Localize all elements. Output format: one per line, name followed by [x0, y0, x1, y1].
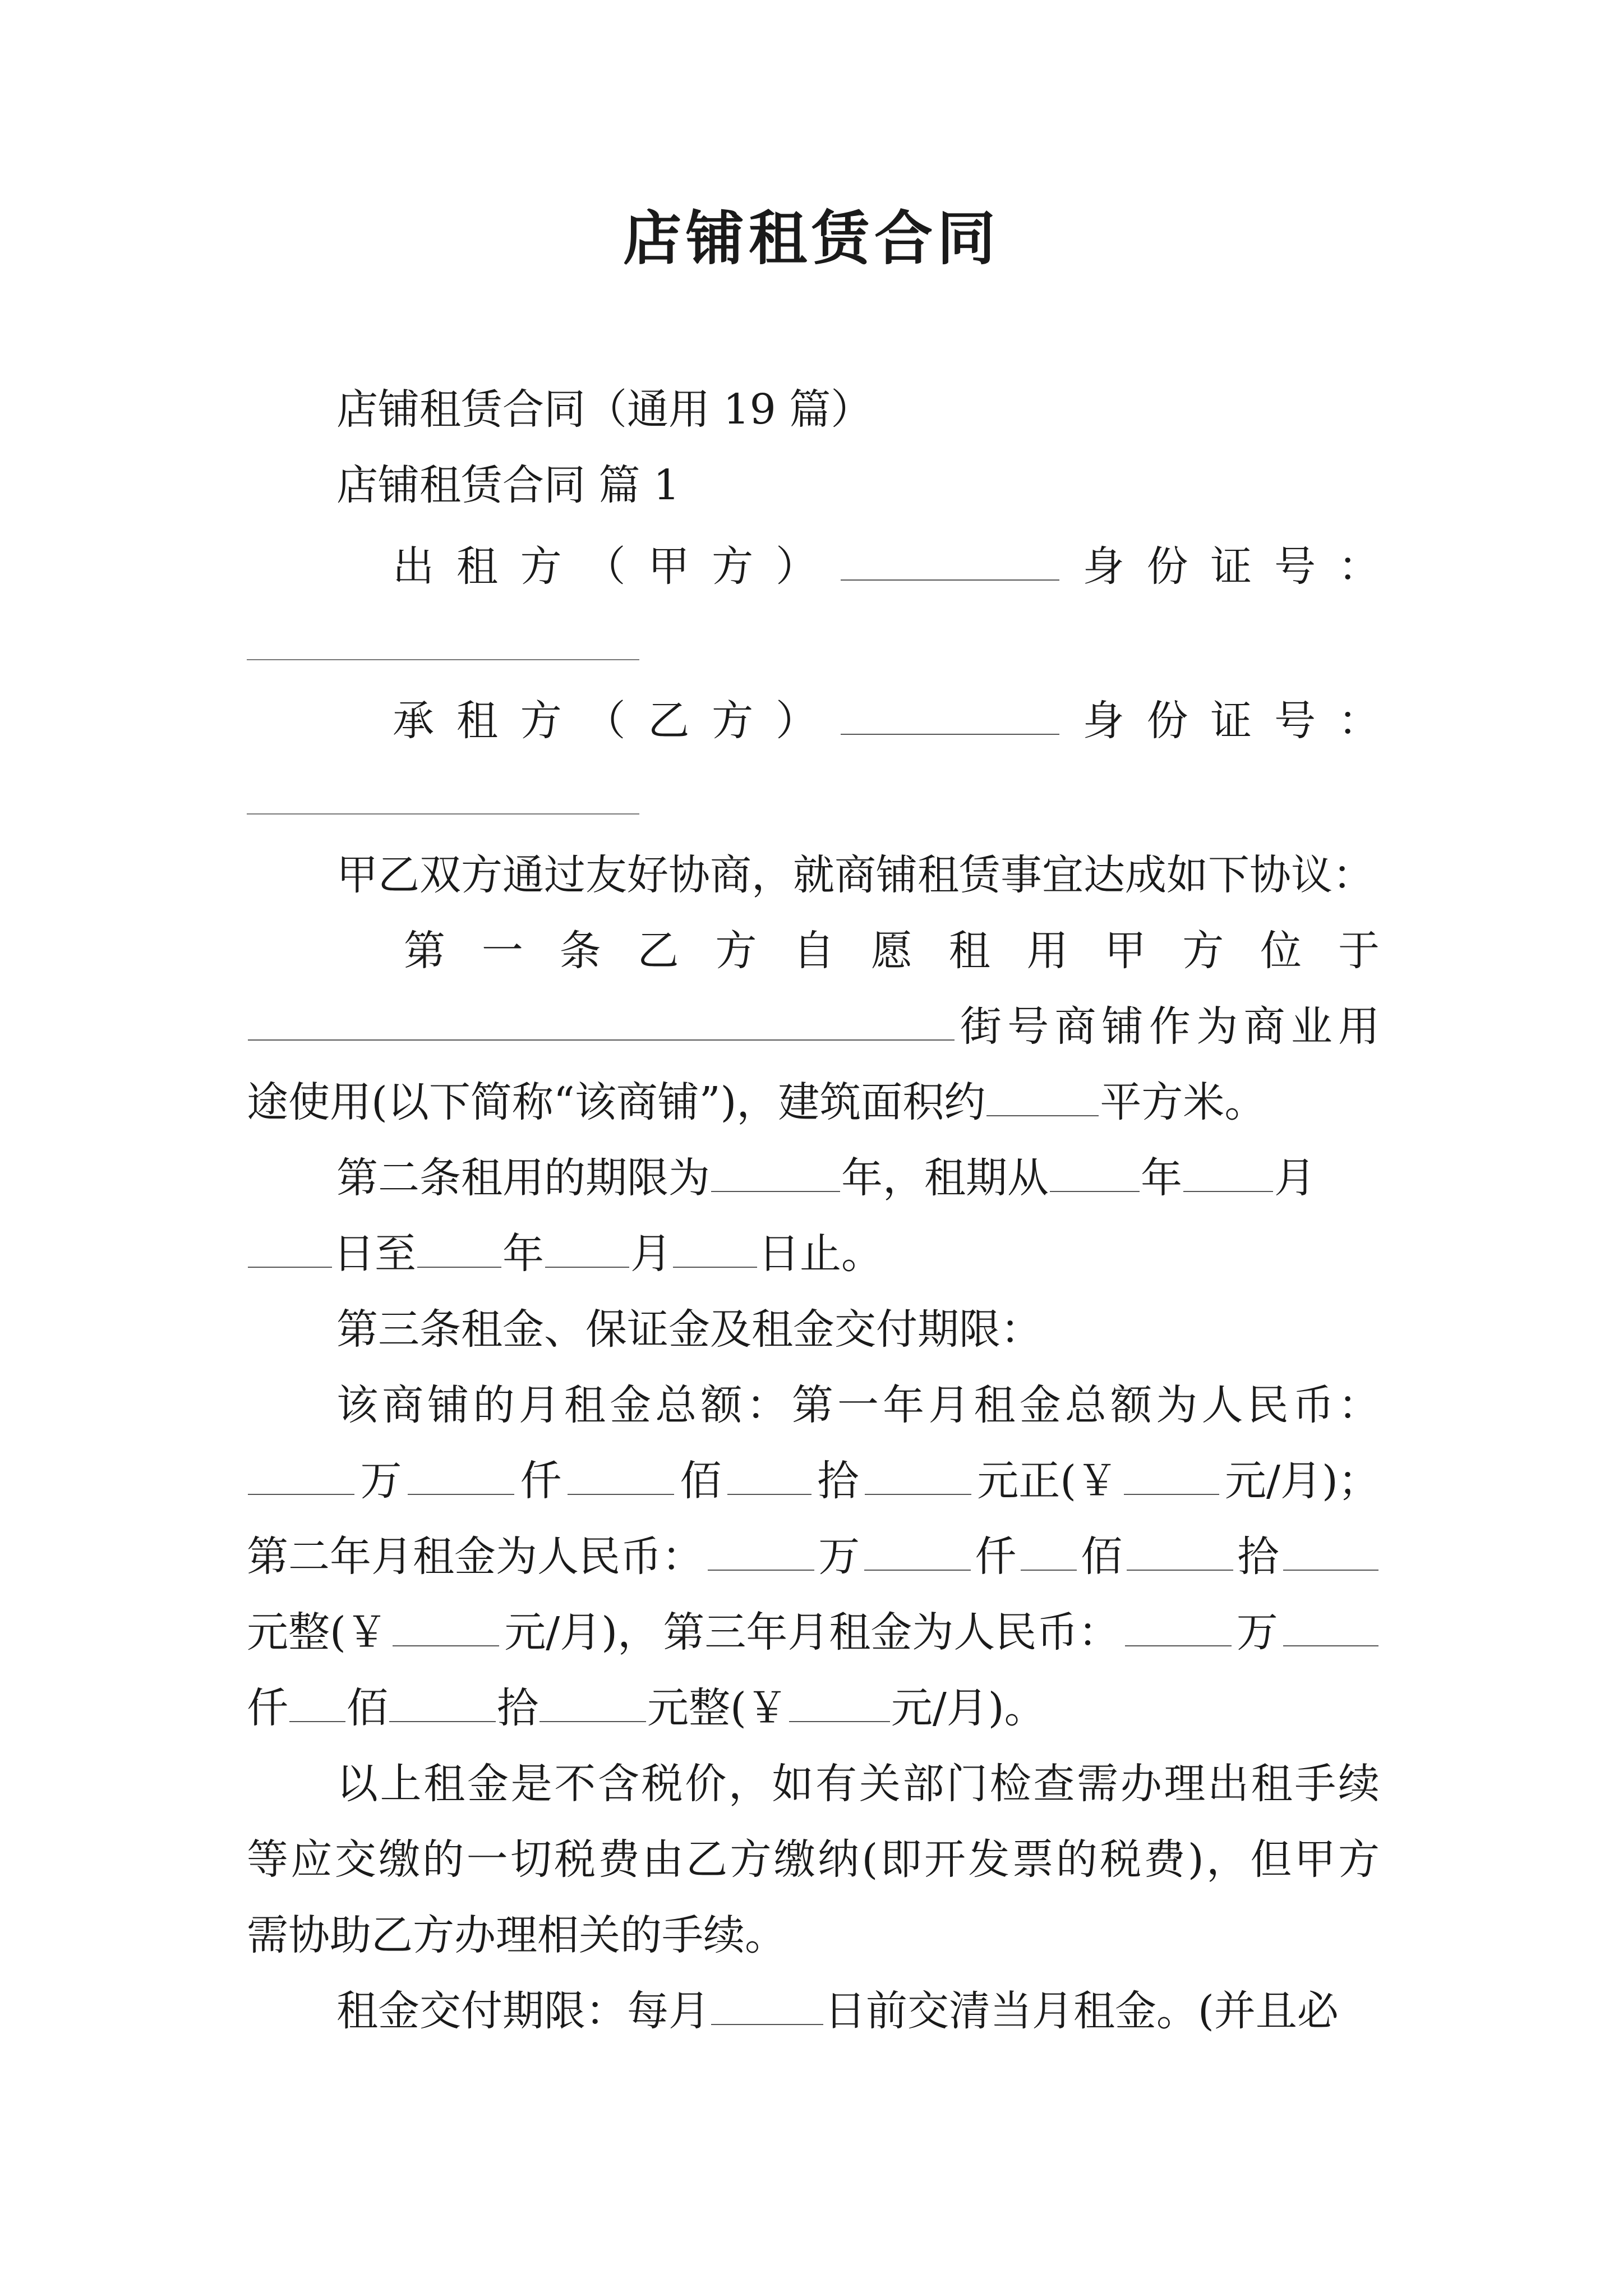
lessee-label-char: 方: [520, 697, 562, 745]
lessee-id-char: 证: [1210, 697, 1252, 745]
document-title: 店铺租赁合同: [623, 204, 1000, 273]
article1-char: 乙: [637, 927, 679, 975]
amount-blank: [1283, 1530, 1378, 1571]
day-to-label: 日至: [333, 1230, 416, 1278]
rent-intro: 该商铺的月租金总额：第一年月租金总额为人民币：: [336, 1381, 1380, 1429]
due-text: 日前交清当月租金。(并且必: [824, 1987, 1339, 2035]
tax-paragraph-line3: 需协助乙方办理相关的手续。: [247, 1911, 786, 1959]
lessor-id-char: 证: [1210, 542, 1252, 591]
month-label: 月: [1274, 1154, 1316, 1202]
article1-line3-a: 途使用(以下简称“该商铺”)，建筑面积约: [247, 1078, 986, 1126]
year3-rent-line: [247, 1604, 1380, 1660]
lessee-label-char: 乙: [648, 697, 690, 745]
article1-line2: [247, 999, 1380, 1055]
area-blank: [986, 1076, 1099, 1116]
subtitle: 店铺租赁合同（通用 19 篇）: [336, 385, 873, 434]
article1-char: 一: [481, 927, 523, 975]
article1-char: 方: [1182, 927, 1224, 975]
amount-blank: [864, 1530, 971, 1571]
lessor-id-blank: [247, 659, 639, 660]
article1-char: 租: [948, 927, 990, 975]
lessor-name-blank: [841, 540, 1059, 581]
location-blank: [248, 1000, 955, 1041]
year3-label: 第三年月租金为人民币：: [663, 1608, 1120, 1657]
amount-blank: [568, 1455, 674, 1495]
unit-qian: 仟: [247, 1684, 288, 1732]
article1-char: 愿: [870, 927, 912, 975]
unit-qian: 仟: [975, 1533, 1017, 1581]
unit-shi: 拾: [497, 1684, 538, 1732]
unit-yuan: 元整(￥: [247, 1608, 388, 1657]
unit-yuan: 元正(￥: [977, 1457, 1118, 1505]
unit-bai: 佰: [680, 1457, 722, 1505]
article3-heading: 第三条租金、保证金及租金交付期限：: [336, 1305, 1042, 1354]
article1-char: 方: [715, 927, 757, 975]
lessee-label-char: 方: [712, 697, 754, 745]
due-label: 租金交付期限：每月: [336, 1987, 710, 2035]
unit-yuan: 元整(￥: [647, 1684, 788, 1732]
lessor-label-char: ）: [775, 542, 817, 591]
amount-blank: [1021, 1530, 1077, 1571]
year3-rent-line2: [247, 1680, 1380, 1736]
unit-shi: 拾: [1237, 1533, 1279, 1581]
unit-wan: 万: [360, 1457, 402, 1505]
lessee-label-char: ）: [775, 697, 817, 745]
lessor-id-char: ：: [1338, 542, 1380, 591]
amount-blank: [789, 1682, 890, 1722]
amount-blank: [1283, 1606, 1378, 1646]
article1-char: 于: [1338, 927, 1380, 975]
lessor-label-char: 甲: [648, 542, 690, 591]
section-heading: 店铺租赁合同 篇 1: [336, 461, 680, 509]
lessor-label-char: 方: [712, 542, 754, 591]
lessee-label-char: 承: [393, 697, 434, 745]
start-year-blank: [1050, 1152, 1140, 1192]
term-years-blank: [711, 1152, 840, 1192]
lessor-id-char: 身: [1082, 542, 1124, 591]
term-label: 第二条租用的期限为: [336, 1154, 710, 1202]
unit-per-month: 元/月)，: [504, 1608, 660, 1657]
unit-bai: 佰: [1081, 1533, 1123, 1581]
lessor-id-char: 号: [1274, 542, 1316, 591]
month-label: 月: [630, 1230, 672, 1278]
article1-char: 位: [1260, 927, 1302, 975]
unit-bai: 佰: [347, 1684, 388, 1732]
end-year-blank: [417, 1227, 501, 1268]
unit-qian: 仟: [520, 1457, 562, 1505]
lessee-label-char: 租: [456, 697, 498, 745]
amount-blank: [1127, 1530, 1233, 1571]
year2-label: 第二年月租金为人民币：: [247, 1533, 703, 1581]
article1-char: 条: [559, 927, 601, 975]
unit-per-month: 元/月)；: [1225, 1457, 1380, 1505]
lessor-label-char: 出: [393, 542, 434, 591]
article1-line2-text: 街号商铺作为商业用: [960, 1002, 1380, 1051]
tax-paragraph-line1: 以上租金是不含税价，如有关部门检查需办理出租手续: [336, 1760, 1380, 1808]
year-label: 年: [1141, 1154, 1182, 1202]
amount-blank: [1125, 1606, 1232, 1646]
lessor-label-char: 租: [456, 542, 498, 591]
end-month-blank: [545, 1227, 629, 1268]
end-day-blank: [673, 1227, 757, 1268]
start-month-blank: [1183, 1152, 1273, 1192]
lessor-label-char: （: [584, 542, 626, 591]
article1-char: 用: [1026, 927, 1068, 975]
lessee-id-char: 份: [1146, 697, 1188, 745]
amount-blank: [540, 1682, 646, 1722]
article2-line1: [336, 1150, 1380, 1206]
day-end-label: 日止。: [758, 1230, 883, 1278]
amount-blank: [393, 1606, 499, 1646]
amount-blank: [389, 1682, 496, 1722]
amount-blank: [289, 1682, 345, 1722]
lessee-label-char: （: [584, 697, 626, 745]
year-label: 年: [502, 1230, 544, 1278]
article1-char: 甲: [1104, 927, 1146, 975]
lessee-line: [393, 693, 1380, 749]
term-from-label: 年，租期从: [841, 1154, 1049, 1202]
amount-blank: [1124, 1455, 1219, 1495]
start-day-blank: [248, 1227, 332, 1268]
due-day-blank: [711, 1985, 823, 2025]
amount-blank: [865, 1455, 971, 1495]
lessor-label-char: 方: [520, 542, 562, 591]
amount-blank: [727, 1455, 811, 1495]
article1-line3-b: 平方米。: [1100, 1078, 1266, 1126]
tax-paragraph-line2: 等应交缴的一切税费由乙方缴纳(即开发票的税费)，但甲方: [247, 1835, 1380, 1884]
unit-wan: 万: [1236, 1608, 1278, 1657]
lessee-id-blank: [247, 813, 639, 815]
lessor-id-char: 份: [1146, 542, 1188, 591]
article1-char: 第: [404, 927, 445, 975]
year2-rent-line: [247, 1529, 1380, 1585]
lessee-name-blank: [841, 694, 1059, 735]
unit-wan: 万: [818, 1533, 860, 1581]
lessee-id-char: ：: [1338, 697, 1380, 745]
amount-blank: [248, 1455, 354, 1495]
article1-char: 自: [793, 927, 835, 975]
article1-line1: [404, 923, 1380, 979]
unit-per-month: 元/月)。: [891, 1684, 1046, 1732]
amount-blank: [408, 1455, 514, 1495]
due-date-line: [336, 1983, 1380, 2039]
unit-shi: 拾: [817, 1457, 859, 1505]
article1-line3: [247, 1074, 1380, 1130]
amount-blank: [708, 1530, 814, 1571]
lessee-id-char: 身: [1082, 697, 1124, 745]
lessor-line: [393, 539, 1380, 595]
year1-rent-line: [247, 1453, 1380, 1509]
lessee-id-char: 号: [1274, 697, 1316, 745]
intro-paragraph: 甲乙双方通过友好协商，就商铺租赁事宜达成如下协议：: [336, 851, 1374, 899]
article2-line2: [247, 1226, 1380, 1282]
